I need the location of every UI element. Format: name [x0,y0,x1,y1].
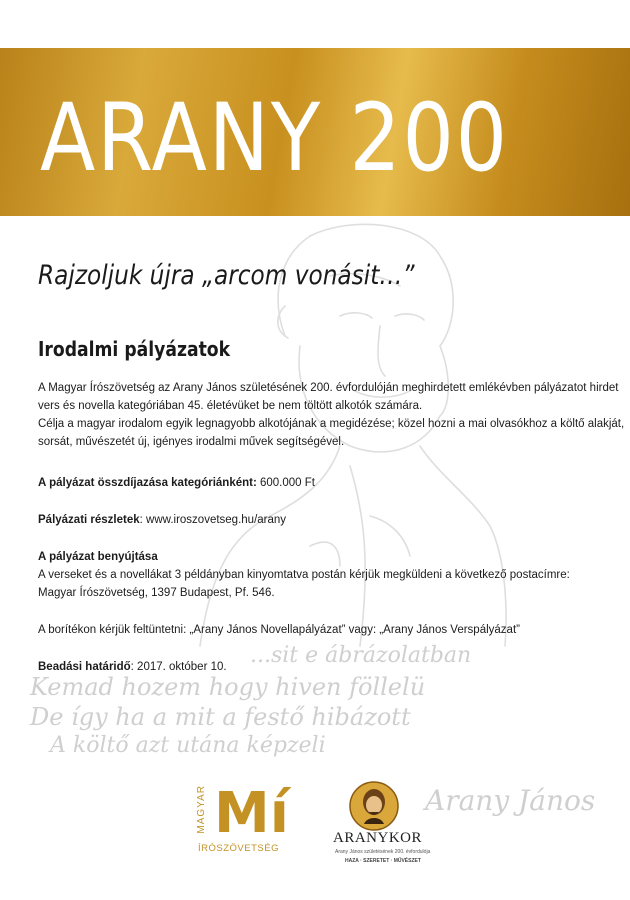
logo-aranykor-caption: Arany János születésének 200. évfordulója [335,849,431,855]
intro-line: A Magyar Írószövetség az Arany János születésének 200. évfordulóján meghirdetett emlékévben pályázatot hirdet [38,382,619,394]
handwriting-line: De így ha a mit a festő hibázott [30,703,411,731]
handwriting-line: A költő azt utána képzeli [50,733,326,758]
logo-aranykor-text: ARANYKOR [333,830,423,846]
logo-aranykor-motto: HAZA · SZERETET · MŰVÉSZET [345,858,421,864]
logo-mi-text: Mí [214,781,289,846]
handwriting-line: ...sit e ábrázolatban [250,643,472,668]
handwriting-line: Kemad hozem hogy hiven föllelü [30,673,426,701]
banner-title: ARANY 200 [40,84,509,193]
logo-magyar-text: MAGYAR [196,785,207,834]
aranykor-logo [333,780,431,870]
details-label: Pályázati részletek [38,514,140,526]
intro-line: sorsát, művészetét új, igényes irodalmi művek segítségével. [38,436,345,448]
logo-iroszovetseg-text: ÍRÓSZÖVETSÉG [198,843,279,854]
prize-label: A pályázat összdíjazása kategóriánként: [38,477,257,489]
details-row [38,511,286,529]
prize-value: 600.000 Ft [256,477,315,489]
deadline-value: : 2017. október 10. [130,661,227,673]
prize-row [38,474,315,492]
handwriting-signature: Arany János [425,784,596,817]
banner-subtitle: A MAGYAR ÍRÓSZÖVETSÉG PÁLYÁZATAI [38,218,554,252]
intro-line: vers és novella kategóriában 45. életévüket be nem töltött alkotók számára. [38,400,423,412]
tagline: Rajzoljuk újra „arcom vonásit…” [38,260,415,291]
deadline-row [38,658,227,676]
section-heading: Irodalmi pályázatok [38,337,231,361]
submission-label: A pályázat benyújtása [38,551,158,563]
deadline-label: Beadási határidő [38,661,131,673]
submission-address: Magyar Írószövetség, 1397 Budapest, Pf. 546. [38,587,275,599]
iroszovetseg-logo [196,781,292,857]
details-link[interactable]: : www.iroszovetseg.hu/arany [139,514,287,526]
intro-line: Célja a magyar irodalom egyik legnagyobb alkotójának a megidézése; közel hozni a mai olvasókhoz a költő alakját, [38,418,625,430]
title-banner [0,48,630,252]
envelope-note: A borítékon kérjük feltüntetni: „Arany János Novellapályázat” vagy: „Arany János Verspályázat” [38,624,520,636]
portrait-medallion-icon [339,780,409,832]
submission-line: A verseket és a novellákat 3 példányban kinyomtatva postán kérjük megküldeni a következő postacímre: [38,569,570,581]
